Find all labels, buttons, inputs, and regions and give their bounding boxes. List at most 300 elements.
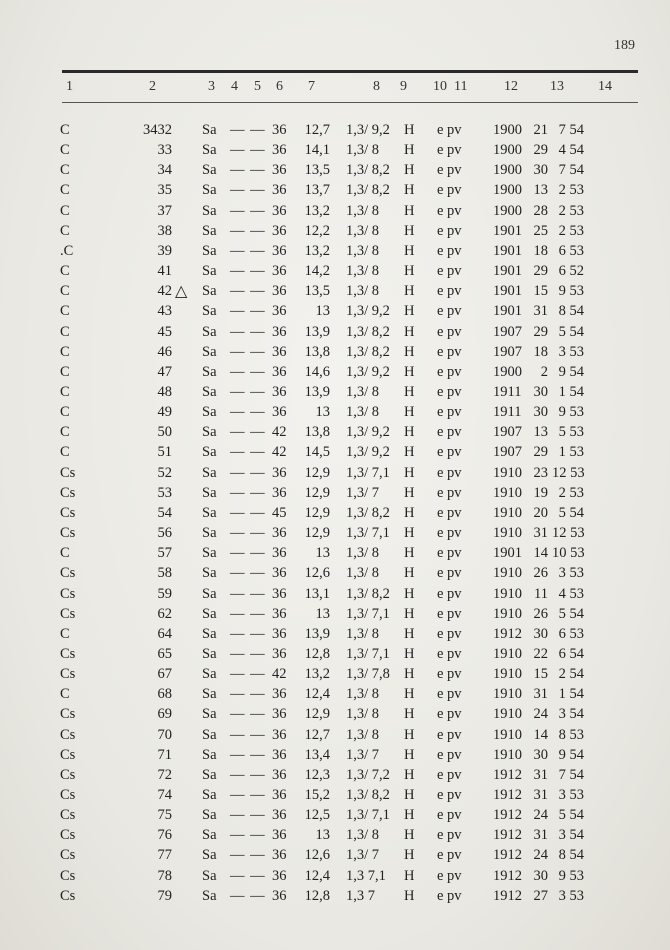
table-row: [0, 263, 670, 282]
dash-cell: — —: [230, 827, 266, 844]
day-cell: 15: [533, 666, 548, 682]
type-cell: C: [60, 142, 70, 159]
col13-cell: 6 53: [558, 242, 584, 259]
sa-cell: Sa: [202, 404, 217, 421]
type-cell: Cs: [60, 484, 76, 501]
col7-cell: 12,4: [304, 686, 330, 703]
day-cell: 29: [533, 323, 548, 340]
col13-cell: 9 54: [558, 363, 584, 380]
col13-cell: 2 53: [558, 222, 584, 239]
col9-cell: H: [404, 565, 415, 582]
col6-cell: 36: [272, 242, 287, 259]
col13-cell: 4 53: [558, 585, 584, 602]
col9-cell: H: [404, 283, 415, 300]
sa-cell: Sa: [202, 706, 217, 723]
col6-cell: 36: [272, 464, 287, 481]
col9-cell: H: [404, 726, 415, 743]
col7-cell: 12,2: [304, 222, 330, 239]
dash-cell: — —: [230, 263, 266, 279]
col13-cell: 3 53: [558, 343, 584, 360]
col13-cell: 3 54: [558, 827, 584, 844]
col6-cell: 36: [272, 766, 287, 783]
table-row: [0, 505, 670, 524]
col7-cell: 13,8: [304, 424, 330, 441]
type-cell: Cs: [60, 847, 76, 864]
col7-cell: 12,9: [304, 464, 330, 481]
dash-cell: — —: [230, 323, 266, 340]
type-cell: C: [60, 383, 70, 400]
year-cell: 1912: [493, 766, 522, 783]
year-cell: 1911: [493, 383, 522, 400]
type-cell: C: [60, 625, 70, 642]
table-row: [0, 142, 670, 161]
col6-cell: 36: [272, 343, 287, 360]
col6-cell: 36: [272, 645, 287, 662]
col13-cell: 5 54: [558, 807, 584, 824]
type-cell: Cs: [60, 706, 76, 723]
header-rule-bottom: [62, 102, 638, 103]
year-cell: 1910: [493, 484, 522, 501]
sa-cell: Sa: [202, 867, 217, 884]
year-cell: 1910: [493, 464, 522, 481]
col6-cell: 36: [272, 867, 287, 884]
year-cell: 1901: [493, 303, 522, 320]
col10-11-cell: e pv: [437, 444, 462, 461]
type-cell: C: [60, 363, 70, 380]
col6-cell: 36: [272, 162, 287, 179]
col6-cell: 36: [272, 746, 287, 763]
col10-11-cell: e pv: [437, 666, 462, 682]
col7-cell: 13,1: [304, 585, 330, 602]
col9-cell: H: [404, 666, 415, 682]
table-row: [0, 545, 670, 564]
number-cell: 78: [157, 867, 172, 884]
col13-cell: 9 53: [558, 283, 584, 300]
day-cell: 23: [533, 464, 548, 481]
col10-11-cell: e pv: [437, 645, 462, 662]
col10-11-cell: e pv: [437, 807, 462, 824]
col8-cell: 1,3/ 7: [346, 484, 380, 501]
col8-cell: 1,3/ 7,8: [346, 666, 390, 682]
col7-cell: 12,5: [304, 807, 330, 824]
type-cell: C: [60, 686, 70, 703]
day-cell: 19: [533, 484, 548, 501]
col10-11-cell: e pv: [437, 343, 462, 360]
col9-cell: H: [404, 645, 415, 662]
table-row: [0, 364, 670, 383]
col8-cell: 1,3/ 9,2: [346, 122, 390, 138]
year-cell: 1907: [493, 424, 522, 441]
dash-cell: — —: [230, 807, 266, 824]
table-row: [0, 243, 670, 262]
col7-cell: 12,6: [304, 847, 330, 864]
year-cell: 1912: [493, 847, 522, 864]
year-cell: 1900: [493, 122, 522, 138]
table-row: [0, 344, 670, 363]
table-row: [0, 868, 670, 887]
day-cell: 11: [534, 585, 548, 602]
table-row: [0, 384, 670, 403]
col10-11-cell: e pv: [437, 766, 462, 783]
col6-cell: 36: [272, 847, 287, 864]
column-header-10: 10: [433, 79, 447, 94]
col9-cell: H: [404, 867, 415, 884]
col8-cell: 1,3/ 8: [346, 142, 380, 159]
day-cell: 30: [533, 625, 548, 642]
table-row: [0, 586, 670, 605]
year-cell: 1901: [493, 242, 522, 259]
dash-cell: — —: [230, 887, 266, 904]
col6-cell: 42: [272, 424, 287, 441]
sa-cell: Sa: [202, 605, 217, 622]
type-cell: Cs: [60, 565, 76, 582]
column-header-2: 2: [149, 79, 156, 94]
number-cell: 35: [157, 182, 172, 199]
day-cell: 14: [533, 726, 548, 743]
sa-cell: Sa: [202, 343, 217, 360]
type-cell: Cs: [60, 807, 76, 824]
col7-cell: 13: [315, 404, 330, 421]
col10-11-cell: e pv: [437, 605, 462, 622]
number-cell: 72: [157, 766, 172, 783]
number-cell: 59: [157, 585, 172, 602]
col10-11-cell: e pv: [437, 363, 462, 380]
col6-cell: 36: [272, 263, 287, 279]
col7-cell: 12,9: [304, 525, 330, 541]
col7-cell: 12,9: [304, 504, 330, 521]
dash-cell: — —: [230, 847, 266, 864]
day-cell: 30: [533, 404, 548, 421]
type-cell: C: [60, 303, 70, 320]
type-cell: C: [60, 122, 70, 138]
day-cell: 27: [533, 887, 548, 904]
day-cell: 31: [533, 686, 548, 703]
sa-cell: Sa: [202, 726, 217, 743]
table-row: [0, 444, 670, 463]
col6-cell: 36: [272, 545, 287, 562]
sa-cell: Sa: [202, 746, 217, 763]
col13-cell: 8 53: [558, 726, 584, 743]
col10-11-cell: e pv: [437, 323, 462, 340]
number-cell: 67: [157, 666, 172, 682]
col13-cell: 3 54: [558, 706, 584, 723]
day-cell: 26: [533, 565, 548, 582]
col8-cell: 1,3/ 8,2: [346, 585, 390, 602]
day-cell: 29: [533, 263, 548, 279]
type-cell: C: [60, 283, 70, 300]
dash-cell: — —: [230, 484, 266, 501]
table-row: [0, 827, 670, 846]
col7-cell: 14,6: [304, 363, 330, 380]
col7-cell: 13: [315, 545, 330, 562]
col8-cell: 1,3/ 8: [346, 706, 380, 723]
col10-11-cell: e pv: [437, 202, 462, 219]
day-cell: 25: [533, 222, 548, 239]
col13-cell: 6 52: [558, 263, 584, 279]
number-cell: 65: [157, 645, 172, 662]
table-row: [0, 182, 670, 201]
col7-cell: 15,2: [304, 786, 330, 803]
col7-cell: 12,8: [304, 645, 330, 662]
dash-cell: — —: [230, 625, 266, 642]
type-cell: Cs: [60, 525, 76, 541]
number-cell: 51: [157, 444, 172, 461]
col6-cell: 36: [272, 686, 287, 703]
col10-11-cell: e pv: [437, 565, 462, 582]
col7-cell: 13,9: [304, 625, 330, 642]
year-cell: 1901: [493, 283, 522, 300]
col9-cell: H: [404, 222, 415, 239]
day-cell: 26: [533, 605, 548, 622]
col6-cell: 36: [272, 323, 287, 340]
dash-cell: — —: [230, 585, 266, 602]
dash-cell: — —: [230, 343, 266, 360]
col9-cell: H: [404, 746, 415, 763]
sa-cell: Sa: [202, 263, 217, 279]
col6-cell: 36: [272, 283, 287, 300]
column-header-4: 4: [231, 79, 238, 94]
col6-cell: 36: [272, 625, 287, 642]
col13-cell: 9 54: [558, 746, 584, 763]
col9-cell: H: [404, 605, 415, 622]
col7-cell: 13: [315, 303, 330, 320]
table-row: [0, 404, 670, 423]
day-cell: 24: [533, 706, 548, 723]
type-cell: Cs: [60, 726, 76, 743]
sa-cell: Sa: [202, 766, 217, 783]
table-row: [0, 807, 670, 826]
col7-cell: 12,9: [304, 706, 330, 723]
year-cell: 1900: [493, 142, 522, 159]
col9-cell: H: [404, 525, 415, 541]
col7-cell: 12,6: [304, 565, 330, 582]
col8-cell: 1,3/ 7: [346, 746, 380, 763]
day-cell: 31: [533, 525, 548, 541]
day-cell: 31: [533, 827, 548, 844]
sa-cell: Sa: [202, 666, 217, 682]
day-cell: 18: [533, 242, 548, 259]
col9-cell: H: [404, 263, 415, 279]
col10-11-cell: e pv: [437, 242, 462, 259]
col13-cell: 6 54: [558, 645, 584, 662]
col13-cell: 1 54: [558, 686, 584, 703]
col13-cell: 6 53: [558, 625, 584, 642]
col6-cell: 36: [272, 122, 287, 138]
col9-cell: H: [404, 383, 415, 400]
col9-cell: H: [404, 827, 415, 844]
col9-cell: H: [404, 545, 415, 562]
number-cell: 71: [157, 746, 172, 763]
type-cell: Cs: [60, 666, 76, 682]
col6-cell: 36: [272, 303, 287, 320]
col10-11-cell: e pv: [437, 887, 462, 904]
type-cell: Cs: [60, 766, 76, 783]
dash-cell: — —: [230, 424, 266, 441]
dash-cell: — —: [230, 182, 266, 199]
year-cell: 1912: [493, 625, 522, 642]
col10-11-cell: e pv: [437, 263, 462, 279]
col8-cell: 1,3/ 9,2: [346, 444, 390, 461]
col7-cell: 14,1: [304, 142, 330, 159]
dash-cell: — —: [230, 202, 266, 219]
sa-cell: Sa: [202, 504, 217, 521]
col6-cell: 36: [272, 404, 287, 421]
sa-cell: Sa: [202, 202, 217, 219]
sa-cell: Sa: [202, 283, 217, 300]
number-cell: 41: [157, 263, 172, 279]
col9-cell: H: [404, 706, 415, 723]
col9-cell: H: [404, 182, 415, 199]
year-cell: 1900: [493, 202, 522, 219]
col13-cell: 1 54: [558, 383, 584, 400]
day-cell: 2: [540, 363, 548, 380]
sa-cell: Sa: [202, 847, 217, 864]
col8-cell: 1,3/ 7,1: [346, 807, 390, 824]
table-row: [0, 686, 670, 705]
number-cell: 76: [157, 827, 172, 844]
col8-cell: 1,3/ 8: [346, 686, 380, 703]
dash-cell: — —: [230, 726, 266, 743]
col10-11-cell: e pv: [437, 525, 462, 541]
col13-cell: 9 53: [558, 867, 584, 884]
day-cell: 20: [533, 504, 548, 521]
type-cell: C: [60, 545, 70, 562]
dash-cell: — —: [230, 766, 266, 783]
col13-cell: 7 54: [558, 162, 584, 179]
dash-cell: — —: [230, 545, 266, 562]
year-cell: 1912: [493, 807, 522, 824]
col8-cell: 1,3/ 7: [346, 847, 380, 864]
col10-11-cell: e pv: [437, 706, 462, 723]
col10-11-cell: e pv: [437, 625, 462, 642]
type-cell: C: [60, 424, 70, 441]
number-cell: 62: [157, 605, 172, 622]
col10-11-cell: e pv: [437, 404, 462, 421]
col7-cell: 13: [315, 605, 330, 622]
col8-cell: 1,3/ 8,2: [346, 182, 390, 199]
type-cell: Cs: [60, 585, 76, 602]
table-row: [0, 747, 670, 766]
col13-cell: 9 53: [558, 404, 584, 421]
header-rule-top: [62, 70, 638, 73]
col6-cell: 36: [272, 605, 287, 622]
col7-cell: 13,5: [304, 162, 330, 179]
col8-cell: 1,3/ 7,1: [346, 525, 390, 541]
col10-11-cell: e pv: [437, 303, 462, 320]
table-row: [0, 727, 670, 746]
sa-cell: Sa: [202, 807, 217, 824]
day-cell: 24: [533, 807, 548, 824]
col10-11-cell: e pv: [437, 283, 462, 300]
dash-cell: — —: [230, 383, 266, 400]
col9-cell: H: [404, 303, 415, 320]
sa-cell: Sa: [202, 887, 217, 904]
col8-cell: 1,3/ 8: [346, 263, 380, 279]
sa-cell: Sa: [202, 645, 217, 662]
year-cell: 1912: [493, 887, 522, 904]
col7-cell: 12,3: [304, 766, 330, 783]
col9-cell: H: [404, 162, 415, 179]
col10-11-cell: e pv: [437, 122, 462, 138]
col10-11-cell: e pv: [437, 222, 462, 239]
col8-cell: 1,3/ 7,1: [346, 605, 390, 622]
col9-cell: H: [404, 686, 415, 703]
number-cell: 42: [157, 283, 172, 300]
col6-cell: 36: [272, 706, 287, 723]
year-cell: 1912: [493, 827, 522, 844]
col10-11-cell: e pv: [437, 726, 462, 743]
col8-cell: 1,3/ 8: [346, 383, 380, 400]
type-cell: Cs: [60, 786, 76, 803]
col10-11-cell: e pv: [437, 424, 462, 441]
col13-cell: 2 53: [558, 182, 584, 199]
col6-cell: 36: [272, 383, 287, 400]
col6-cell: 36: [272, 525, 287, 541]
col8-cell: 1,3/ 7,2: [346, 766, 390, 783]
dash-cell: — —: [230, 666, 266, 682]
col8-cell: 1,3/ 8: [346, 827, 380, 844]
dash-cell: — —: [230, 525, 266, 541]
col8-cell: 1,3/ 8,2: [346, 504, 390, 521]
col13-cell: 2 53: [558, 484, 584, 501]
col10-11-cell: e pv: [437, 786, 462, 803]
col8-cell: 1,3/ 8,2: [346, 343, 390, 360]
col7-cell: 13,9: [304, 323, 330, 340]
col6-cell: 36: [272, 807, 287, 824]
type-cell: C: [60, 202, 70, 219]
year-cell: 1910: [493, 726, 522, 743]
year-cell: 1900: [493, 182, 522, 199]
table-row: [0, 847, 670, 866]
dash-cell: — —: [230, 242, 266, 259]
col8-cell: 1,3/ 8: [346, 202, 380, 219]
col7-cell: 14,2: [304, 263, 330, 279]
table-row: [0, 606, 670, 625]
dash-cell: — —: [230, 645, 266, 662]
col7-cell: 12,4: [304, 867, 330, 884]
number-cell: 75: [157, 807, 172, 824]
year-cell: 1907: [493, 323, 522, 340]
col8-cell: 1,3/ 8: [346, 222, 380, 239]
table-row: [0, 485, 670, 504]
sa-cell: Sa: [202, 786, 217, 803]
dash-cell: — —: [230, 686, 266, 703]
type-cell: C: [60, 444, 70, 461]
col6-cell: 36: [272, 363, 287, 380]
col8-cell: 1,3/ 8,2: [346, 786, 390, 803]
col8-cell: 1,3/ 9,2: [346, 303, 390, 320]
dash-cell: — —: [230, 706, 266, 723]
col10-11-cell: e pv: [437, 383, 462, 400]
table-row: [0, 626, 670, 645]
number-cell: 47: [157, 363, 172, 380]
type-cell: Cs: [60, 605, 76, 622]
day-cell: 29: [533, 444, 548, 461]
year-cell: 1910: [493, 746, 522, 763]
col13-cell: 5 53: [558, 424, 584, 441]
table-row: [0, 706, 670, 725]
dash-cell: — —: [230, 504, 266, 521]
col6-cell: 45: [272, 504, 287, 521]
number-cell: 46: [157, 343, 172, 360]
col10-11-cell: e pv: [437, 746, 462, 763]
col10-11-cell: e pv: [437, 847, 462, 864]
sa-cell: Sa: [202, 323, 217, 340]
col13-cell: 7 54: [558, 766, 584, 783]
year-cell: 1910: [493, 585, 522, 602]
type-cell: C: [60, 404, 70, 421]
sa-cell: Sa: [202, 585, 217, 602]
